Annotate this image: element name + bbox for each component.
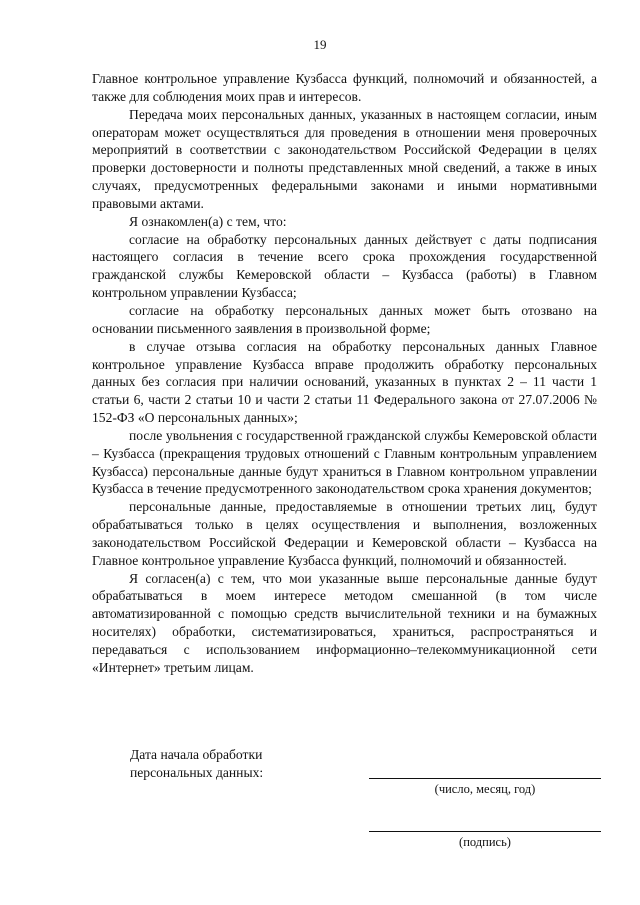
paragraph-consent-duration: согласие на обработку персональных данных действует с даты подписания настоящего согласия в течение всего срока прохождения государственной гражданской службы Кемеровской области – Кузбасса (работы) в Главном контрольном управлении Кузбасса; bbox=[92, 231, 597, 301]
paragraph-agreement: Я согласен(а) с тем, что мои указанные выше персональные данные будут обрабатываться в моем интересе методом смешанной (в том числе автоматизированной с помощью средств вычислительной техники и на бумажных носителях) обработки, систематизироваться, храниться, распространяться и передаваться с использованием информационно–телекоммуникационной сети «Интернет» третьим лицам. bbox=[92, 570, 597, 675]
processing-start-date-label bbox=[130, 746, 263, 782]
date-label-line-1: Дата начала обработки bbox=[130, 747, 263, 762]
page-number: 19 bbox=[313, 37, 327, 52]
date-field-caption: (число, месяц, год) bbox=[434, 782, 536, 796]
paragraph-processing-after-revocation: в случае отзыва согласия на обработку персональных данных Главное контрольное управление Кузбасса вправе продолжить обработку персональных данных без согласия при наличии оснований, указанных в пунктах 2 – 11 части 1 статьи 6, части 2 статьи 10 и части 2 статьи 11 Федерального закона от 27.07.2006 № 152-ФЗ «О персональных данных»; bbox=[92, 338, 597, 426]
signature-field-line bbox=[369, 831, 601, 832]
paragraph-storage-after-dismissal: после увольнения с государственной гражданской службы Кемеровской области – Кузбасса (прекращения трудовых отношений с Главным контрольным управлением Кузбасса) персональные данные будут храниться в Главном контрольном управлении Кузбасса в течение предусмотренного законодательством срока хранения документов; bbox=[92, 427, 597, 497]
paragraph-consent-revocation: согласие на обработку персональных данных может быть отозвано на основании письменного заявления в произвольной форме; bbox=[92, 302, 597, 336]
paragraph-data-transfer: Передача моих персональных данных, указанных в настоящем согласии, иным операторам может осуществляться для проведения в отношении меня проверочных мероприятий в соответствии с законодательством Российской Федерации в целях проверки достоверности и полноты представленных мной сведений, а также в иных случаях, предусмотренных федеральными законами и иными нормативными правовыми актами. bbox=[92, 106, 597, 211]
signature-field-caption: (подпись) bbox=[459, 835, 511, 849]
paragraph-third-parties: персональные данные, предоставляемые в отношении третьих лиц, будут обрабатываться только в целях осуществления и выполнения, возложенных законодательством Российской Федерации и Кемеровской области – Кузбасса на Главное контрольное управление Кузбасса функций, полномочий и обязанностей. bbox=[92, 499, 597, 568]
paragraph-acknowledgement: Я ознакомлен(а) с тем, что: bbox=[129, 213, 287, 229]
date-field-line bbox=[369, 778, 601, 779]
document-body bbox=[92, 70, 597, 677]
date-label-line-2: персональных данных: bbox=[130, 765, 264, 780]
paragraph-continuation: Главное контрольное управление Кузбасса функций, полномочий и обязанностей, а также для соблюдения моих прав и интересов. bbox=[92, 71, 597, 104]
